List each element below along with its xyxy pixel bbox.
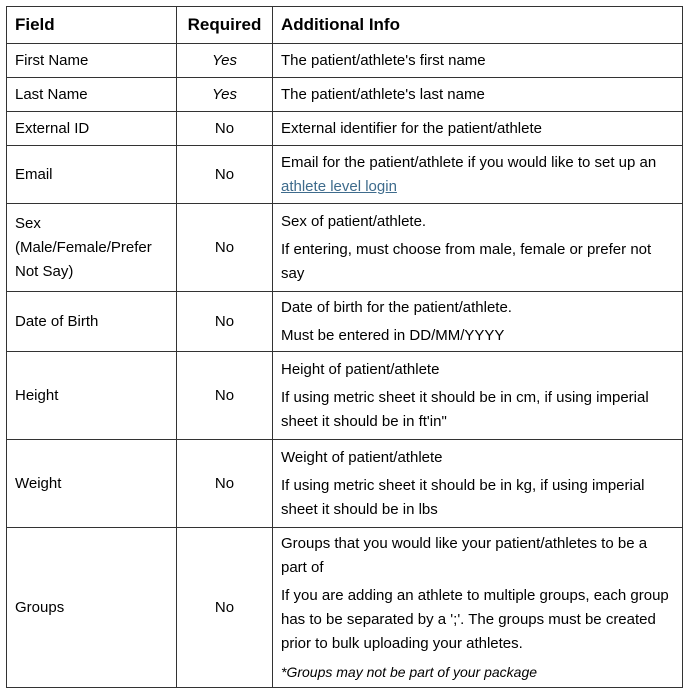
info-text: Weight of patient/athlete bbox=[281, 448, 443, 466]
field-cell: Email bbox=[7, 146, 177, 204]
info-cell bbox=[273, 440, 683, 528]
info-text: If using metric sheet it should be in cm, if using imperial sheet it should be in ft'in" bbox=[281, 388, 649, 430]
info-text: Date of birth for the patient/athlete. bbox=[281, 298, 512, 316]
info-cell bbox=[273, 204, 683, 292]
field-cell: Weight bbox=[7, 440, 177, 528]
required-cell: Yes bbox=[177, 78, 273, 112]
info-text: The patient/athlete's last name bbox=[281, 85, 485, 103]
info-text: Sex of patient/athlete. bbox=[281, 212, 427, 230]
required-cell: No bbox=[177, 352, 273, 440]
field-cell: Height bbox=[7, 352, 177, 440]
table-row bbox=[7, 528, 683, 688]
groups-note: *Groups may not be part of your package bbox=[281, 663, 538, 680]
header-info: Additional Info bbox=[273, 7, 683, 44]
required-cell: No bbox=[177, 292, 273, 352]
info-cell bbox=[273, 146, 683, 204]
field-cell: First Name bbox=[7, 44, 177, 78]
info-cell bbox=[273, 352, 683, 440]
info-text: The patient/athlete's first name bbox=[281, 51, 486, 69]
field-cell: External ID bbox=[7, 112, 177, 146]
info-text: Must be entered in DD/MM/YYYY bbox=[281, 326, 505, 344]
table-row bbox=[7, 146, 683, 204]
header-row bbox=[7, 7, 683, 44]
info-prefix: Email for the patient/athlete if you would like to set up an bbox=[281, 153, 657, 171]
info-cell bbox=[273, 292, 683, 352]
table-row bbox=[7, 204, 683, 292]
field-cell: Date of Birth bbox=[7, 292, 177, 352]
athlete-level-login-link[interactable]: athlete level login bbox=[281, 177, 397, 195]
field-cell: Last Name bbox=[7, 78, 177, 112]
table-row bbox=[7, 112, 683, 146]
info-text: External identifier for the patient/athlete bbox=[281, 119, 542, 137]
required-cell: Yes bbox=[177, 44, 273, 78]
info-cell bbox=[273, 78, 683, 112]
header-required: Required bbox=[177, 7, 273, 44]
info-text: If you are adding an athlete to multiple groups, each group has to be separated by a ';'. The groups must be created prior to bulk uploading your athletes. bbox=[281, 586, 669, 652]
info-text bbox=[281, 151, 674, 199]
required-cell: No bbox=[177, 440, 273, 528]
required-cell: No bbox=[177, 528, 273, 688]
info-text: If using metric sheet it should be in kg, if using imperial sheet it should be in lbs bbox=[281, 476, 645, 518]
info-cell bbox=[273, 44, 683, 78]
header-field: Field bbox=[7, 7, 177, 44]
required-cell: No bbox=[177, 204, 273, 292]
required-cell: No bbox=[177, 146, 273, 204]
table-row bbox=[7, 292, 683, 352]
table-row bbox=[7, 352, 683, 440]
table-row bbox=[7, 44, 683, 78]
info-text: If entering, must choose from male, female or prefer not say bbox=[281, 240, 652, 282]
field-cell: Groups bbox=[7, 528, 177, 688]
info-cell bbox=[273, 112, 683, 146]
info-text: Groups that you would like your patient/athletes to be a part of bbox=[281, 534, 648, 576]
fields-table bbox=[6, 6, 683, 688]
info-text: Height of patient/athlete bbox=[281, 360, 440, 378]
info-cell bbox=[273, 528, 683, 688]
table-row bbox=[7, 78, 683, 112]
required-cell: No bbox=[177, 112, 273, 146]
table-row bbox=[7, 440, 683, 528]
field-cell: Sex (Male/Female/Prefer Not Say) bbox=[7, 204, 177, 292]
